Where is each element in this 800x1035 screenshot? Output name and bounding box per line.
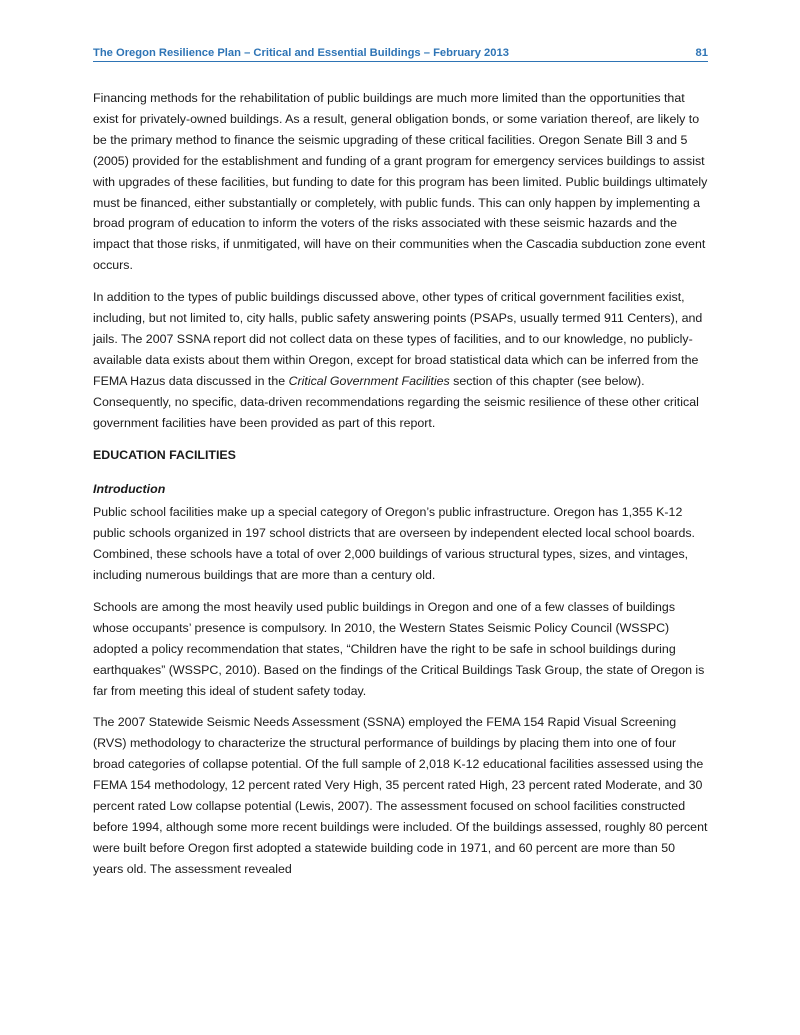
paragraph-other-facilities-text-2: section of this chapter (see below). Consequently, no specific, data-driven recommendations regarding the seismic resilience of these other critical government facilities have been provided as part of this report. bbox=[93, 373, 699, 430]
paragraph-other-facilities-text-1: In addition to the types of public buildings discussed above, other types of critical government facilities exist, including, but not limited to, city halls, public safety answering points (PSAPs, usually termed 911 Centers), and jails. The 2007 SSNA report did not collect data on these types of facilities, and to our knowledge, no publicly-available data exists about them within Oregon, except for broad statistical data which can be inferred from the FEMA Hazus data discussed in the bbox=[93, 290, 703, 388]
subheading-introduction: Introduction bbox=[93, 482, 166, 497]
running-header bbox=[93, 46, 708, 62]
section-title: EDUCATION FACILITIES bbox=[93, 447, 236, 462]
paragraph-financing: Financing methods for the rehabilitation of public buildings are much more limited than the opportunities that exist for privately-owned buildings. As a result, general obligation bonds, or some variation thereof, are likely to be the primary method to finance the seismic upgrading of these critical facilities. Oregon Senate Bill 3 and 5 (2005) provided for the establishment and funding of a grant program for emergency services buildings to assist with upgrades of these facilities, but funding to date for this program has been limited. Public buildings ultimately must be financed, either substantially or completely, with public funds. This can only happen by implementing a broad program of education to inform the voters of the risks associated with these seismic hazards and the impact that those risks, if unmitigated, will have on their communities when the Cascadia subduction zone event occurs. bbox=[93, 91, 708, 273]
paragraph-ssna-assessment: The 2007 Statewide Seismic Needs Assessment (SSNA) employed the FEMA 154 Rapid Visual Screening (RVS) methodology to characterize the structural performance of buildings by placing them into one of four broad categories of collapse potential. Of the full sample of 2,018 K-12 educational facilities assessed using the FEMA 154 methodology, 12 percent rated Very High, 35 percent rated High, 23 percent rated Moderate, and 30 percent rated Low collapse potential (Lewis, 2007). The assessment focused on school facilities constructed before 1994, although some more recent buildings were included. Of the buildings assessed, roughly 80 percent were built before Oregon first adopted a statewide building code in 1971, and 60 percent are more than 50 years old. The assessment revealed bbox=[93, 715, 708, 876]
header-title: The Oregon Resilience Plan – Critical and Essential Buildings – February 2013 bbox=[93, 47, 509, 59]
document-page bbox=[93, 46, 708, 891]
page-number: 81 bbox=[695, 47, 708, 59]
paragraph-school-facilities: Public school facilities make up a special category of Oregon’s public infrastructure. Oregon has 1,355 K-12 public schools organized in 197 school districts that are overseen by independent elected local school boards. Combined, these schools have a total of over 2,000 buildings of various structural types, sizes, and vintages, including numerous buildings that are more than a century old. bbox=[93, 505, 696, 583]
critical-government-facilities-reference: Critical Government Facilities bbox=[288, 373, 450, 388]
paragraph-schools-heavily-used: Schools are among the most heavily used public buildings in Oregon and one of a few classes of buildings whose occupants’ presence is compulsory. In 2010, the Western States Seismic Policy Council (WSSPC) adopted a policy recommendation that states, “Children have the right to be safe in school buildings during earthquakes” (WSSPC, 2010). Based on the findings of the Critical Buildings Task Group, the state of Oregon is far from meeting this ideal of student safety today. bbox=[93, 599, 705, 698]
paragraph-other-facilities bbox=[93, 287, 708, 433]
